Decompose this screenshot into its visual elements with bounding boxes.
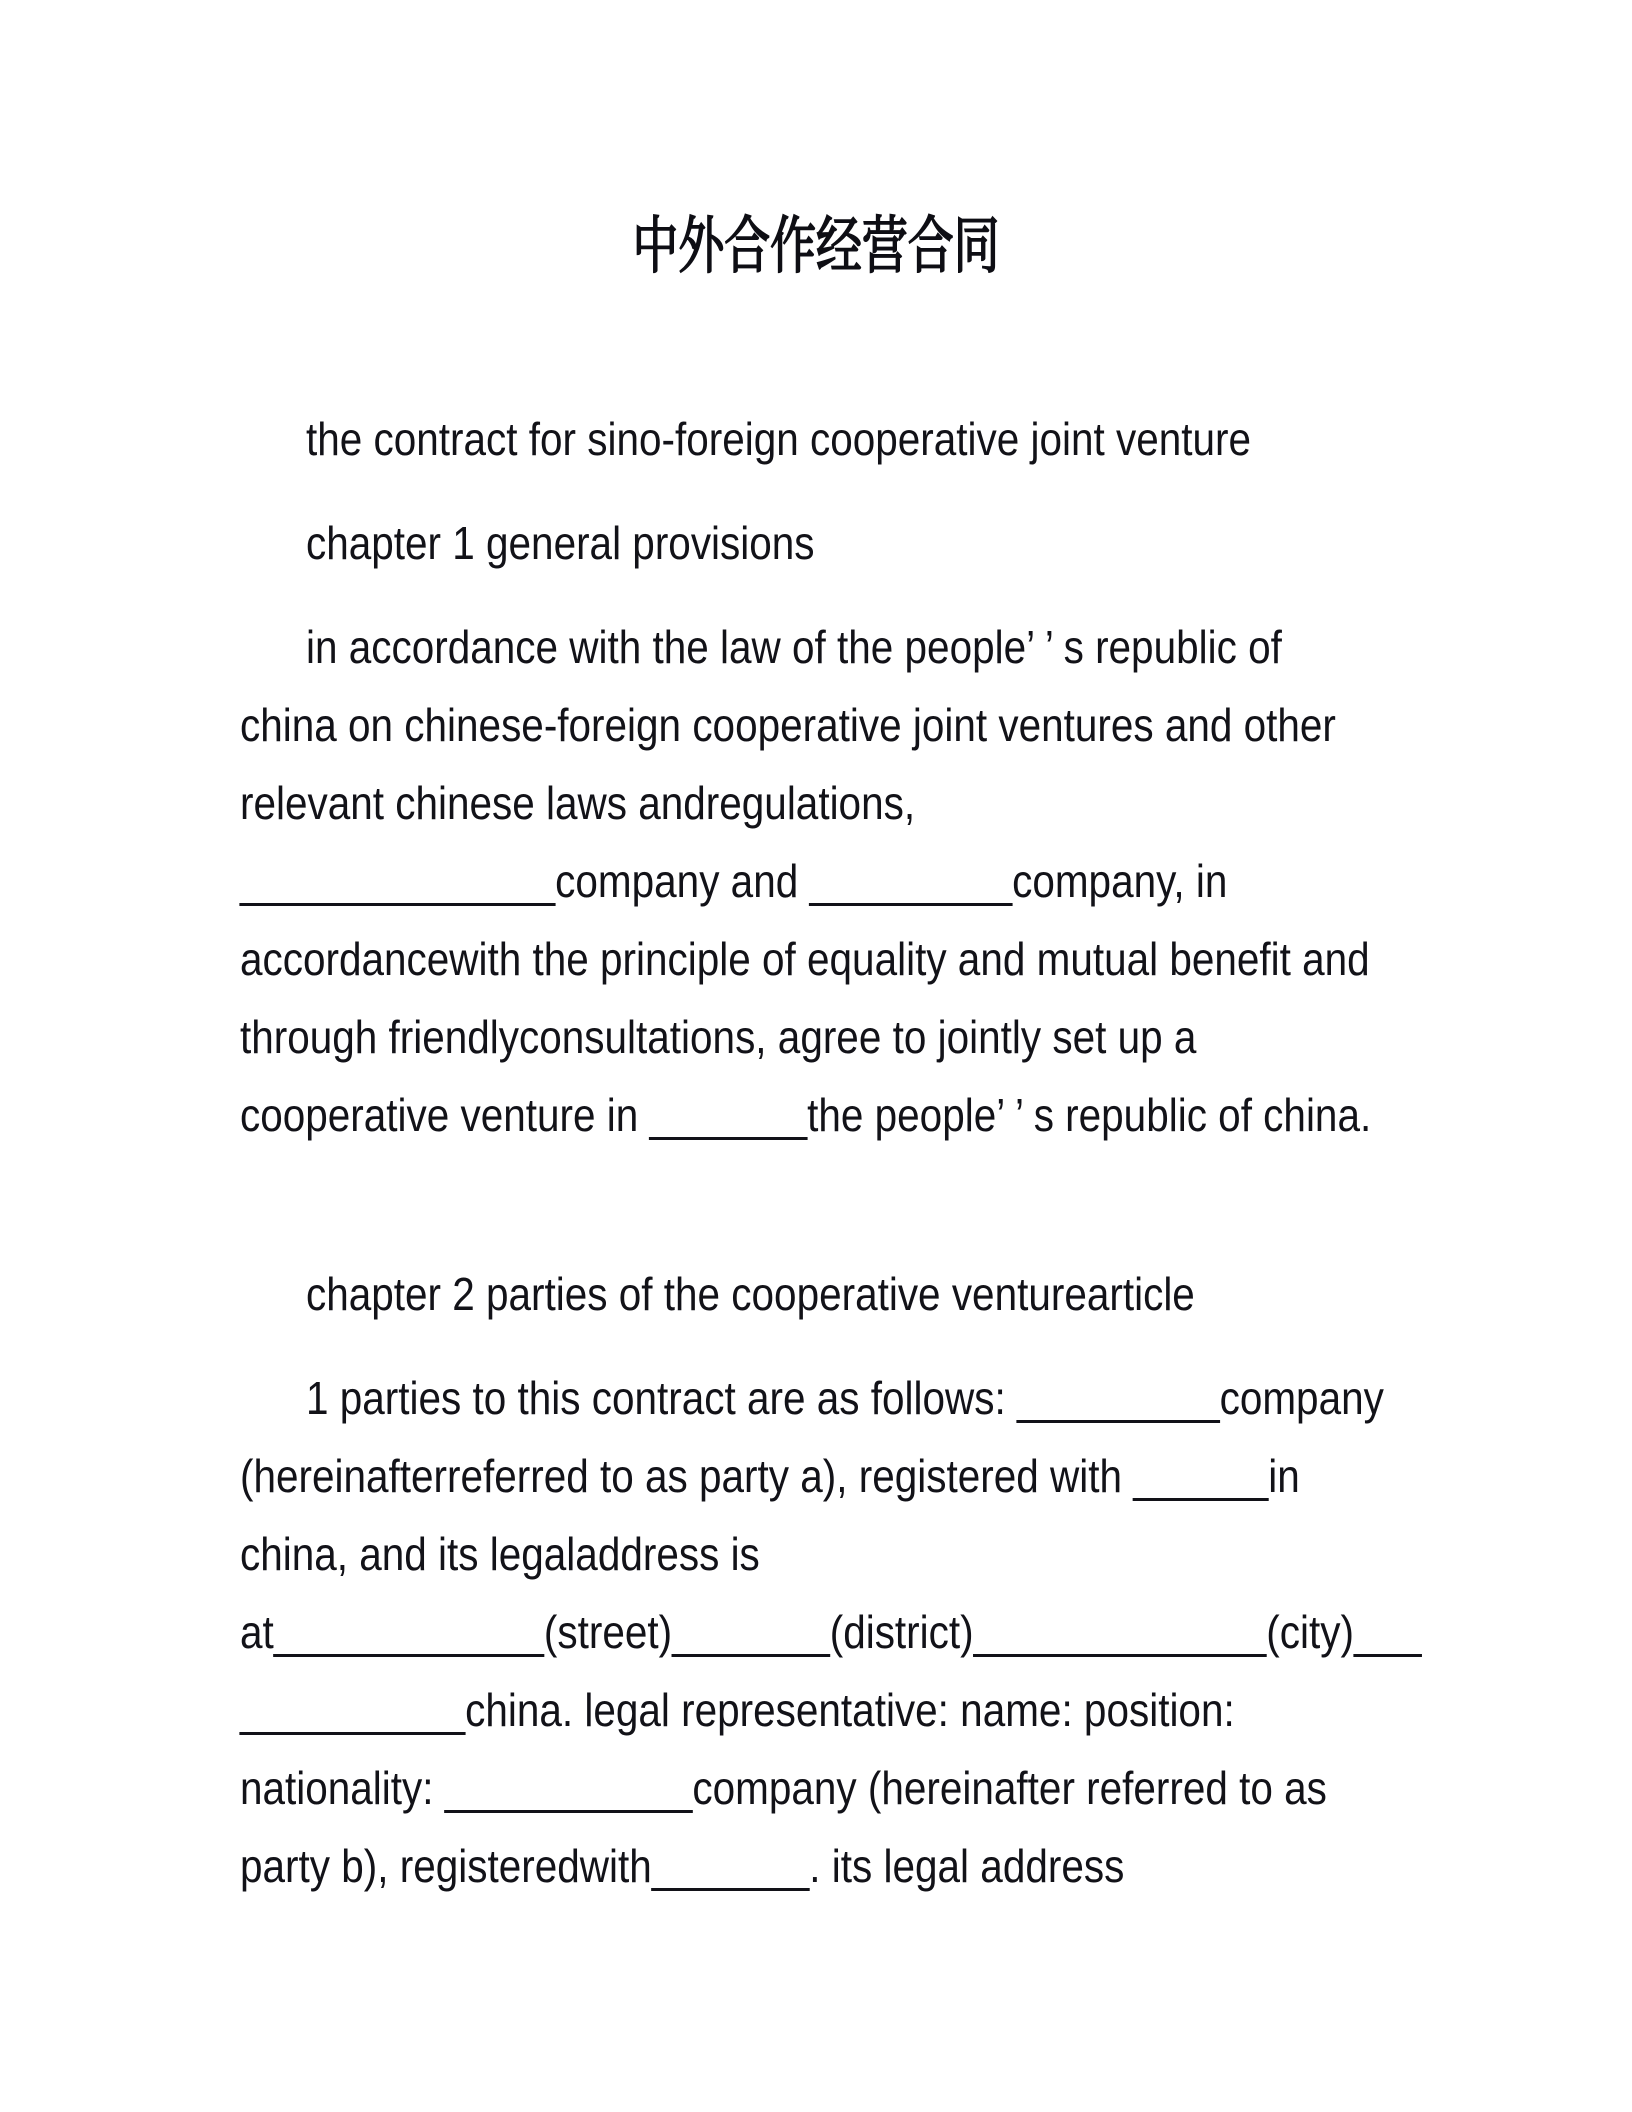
- text-line: accordancewith the principle of equality and mutual benefit and: [240, 933, 1370, 985]
- text-line: through friendlyconsultations, agree to jointly set up a: [240, 1011, 1197, 1063]
- paragraph-spacer: [240, 1180, 1632, 1255]
- paragraph: [240, 1359, 1632, 1905]
- text-line: china, and its legaladdress is: [240, 1528, 760, 1580]
- paragraph: [240, 1255, 1632, 1333]
- text-line: chapter 1 general provisions: [306, 517, 815, 569]
- text-line: china on chinese-foreign cooperative joint ventures and other: [240, 699, 1336, 751]
- text-line: 1 parties to this contract are as follows: _________company: [306, 1372, 1384, 1424]
- text-line: at____________(street)_______(district)_____________(city)___: [240, 1606, 1422, 1658]
- document-title: 中外合作经营合同: [632, 212, 1000, 281]
- paragraph: [240, 400, 1632, 478]
- document-body: [0, 400, 1632, 1905]
- text-line: in accordance with the law of the people’ ’ s republic of: [306, 621, 1282, 673]
- text-line: the contract for sino-foreign cooperative joint venture: [306, 413, 1252, 465]
- text-line: relevant chinese laws andregulations,: [240, 777, 916, 829]
- text-line: nationality: ___________company (hereinafter referred to as: [240, 1762, 1327, 1814]
- text-line: party b), registeredwith_______. its legal address: [240, 1840, 1125, 1892]
- text-line: __________china. legal representative: name: position:: [240, 1684, 1235, 1736]
- paragraph: [240, 608, 1632, 1154]
- text-line: ______________company and _________company, in: [240, 855, 1228, 907]
- paragraph: [240, 504, 1632, 582]
- text-line: (hereinafterreferred to as party a), registered with ______in: [240, 1450, 1300, 1502]
- text-line: chapter 2 parties of the cooperative venturearticle: [306, 1268, 1195, 1320]
- text-line: cooperative venture in _______the people’ ’ s republic of china.: [240, 1089, 1372, 1141]
